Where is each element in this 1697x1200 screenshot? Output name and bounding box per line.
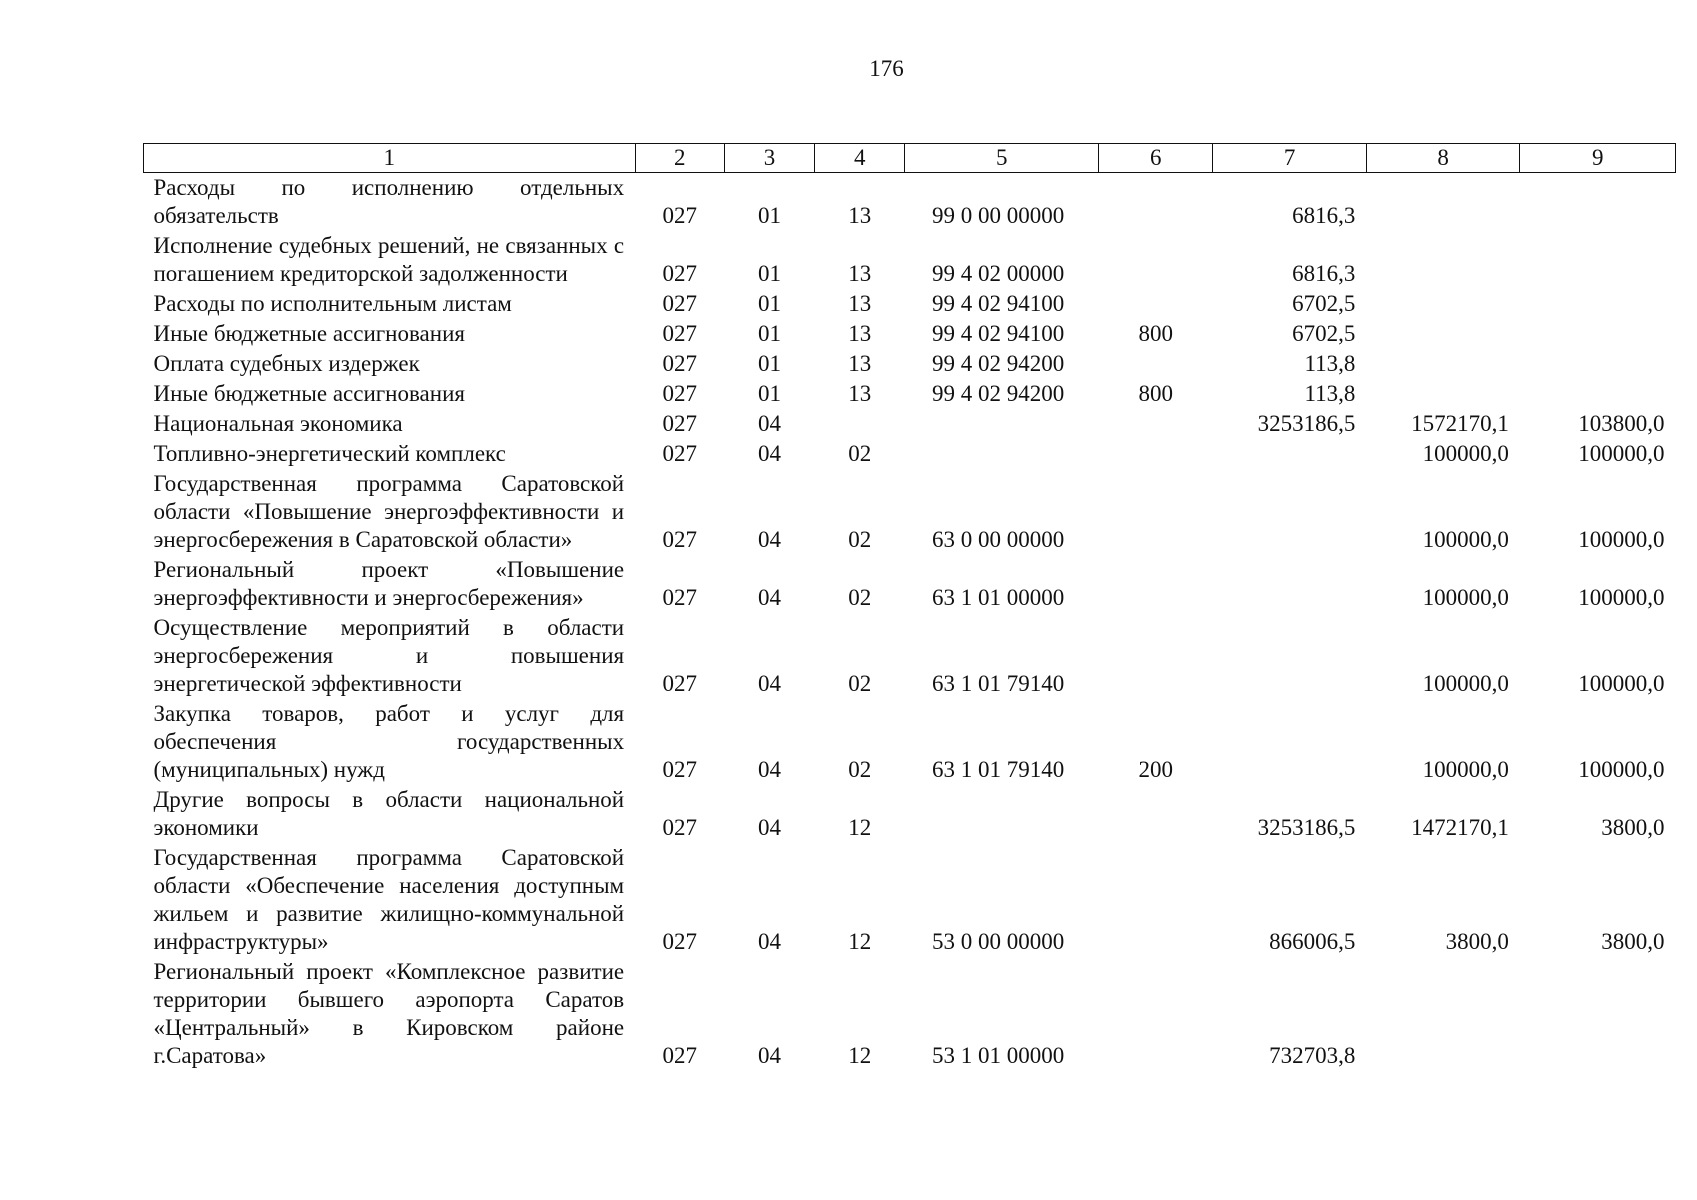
row-name: Исполнение судебных решений, не связанных с погашением кредиторской задолженности — [153, 233, 625, 286]
col4-value: 02 — [848, 441, 872, 466]
column-header-8: 8 — [1366, 144, 1520, 173]
col8-value — [1366, 957, 1520, 1071]
col8-value: 100000,0 — [1422, 527, 1509, 552]
col2-value: 027 — [662, 261, 697, 286]
col4-value: 02 — [848, 671, 872, 696]
col6-value — [1099, 785, 1213, 843]
col3-value: 01 — [758, 261, 782, 286]
col2-value: 027 — [662, 527, 697, 552]
row-name: Государственная программа Саратовской области «Обеспечение населения доступным жильем и развитие жилищно-коммунальной инфраструктуры» — [153, 845, 625, 954]
col4-value: 12 — [848, 815, 872, 840]
col8-value — [1366, 289, 1520, 319]
col3-value: 04 — [758, 411, 782, 436]
col3-value: 04 — [758, 1043, 782, 1068]
table-row — [144, 957, 1676, 1071]
row-name: Иные бюджетные ассигнования — [153, 321, 465, 346]
col7-value: 6816,3 — [1292, 261, 1356, 286]
table-row — [144, 231, 1676, 289]
row-name: Оплата судебных издержек — [153, 351, 420, 376]
table-row — [144, 843, 1676, 957]
row-name: Государственная программа Саратовской области «Повышение энергоэффективности и энергосбережения в Саратовской области» — [153, 471, 625, 552]
col6-value — [1099, 957, 1213, 1071]
table-row — [144, 699, 1676, 785]
col8-value: 1572170,1 — [1411, 411, 1509, 436]
table-row — [144, 439, 1676, 469]
table-row — [144, 785, 1676, 843]
col8-value: 1472170,1 — [1411, 815, 1509, 840]
col8-value: 100000,0 — [1422, 757, 1509, 782]
col6-value — [1099, 843, 1213, 957]
col2-value: 027 — [662, 585, 697, 610]
row-name: Расходы по исполнению отдельных обязательств — [153, 175, 625, 228]
col7-value: 3253186,5 — [1257, 815, 1356, 840]
col7-value: 113,8 — [1304, 351, 1356, 376]
col9-value — [1520, 319, 1676, 349]
col5-value: 99 4 02 94200 — [931, 381, 1065, 406]
col3-value: 04 — [758, 671, 782, 696]
col2-value: 027 — [662, 671, 697, 696]
column-header-2: 2 — [635, 144, 724, 173]
column-header-5: 5 — [905, 144, 1099, 173]
budget-table — [143, 143, 1676, 1071]
col2-value: 027 — [662, 321, 697, 346]
col9-value: 3800,0 — [1601, 929, 1665, 954]
col5-value: 53 0 00 00000 — [931, 929, 1065, 954]
col6-value — [1099, 231, 1213, 289]
col5-value: 63 0 00 00000 — [931, 527, 1065, 552]
col3-value: 04 — [758, 441, 782, 466]
col8-value: 100000,0 — [1422, 671, 1509, 696]
col7-value — [1213, 555, 1367, 613]
col4-value: 13 — [848, 261, 872, 286]
page-number: 176 — [869, 56, 904, 81]
col7-value: 113,8 — [1304, 381, 1356, 406]
col9-value: 100000,0 — [1578, 757, 1665, 782]
row-name: Другие вопросы в области национальной экономики — [153, 787, 625, 840]
col2-value: 027 — [662, 291, 697, 316]
row-name: Иные бюджетные ассигнования — [153, 381, 465, 406]
col7-value: 6702,5 — [1292, 291, 1356, 316]
col7-value: 732703,8 — [1269, 1043, 1356, 1068]
column-header-7: 7 — [1213, 144, 1367, 173]
col3-value: 04 — [758, 585, 782, 610]
col2-value: 027 — [662, 381, 697, 406]
col4-value — [815, 409, 905, 439]
col5-value — [905, 439, 1099, 469]
col9-value: 100000,0 — [1578, 441, 1665, 466]
row-name: Национальная экономика — [153, 411, 403, 436]
column-header-6: 6 — [1099, 144, 1213, 173]
col9-value: 100000,0 — [1578, 527, 1665, 552]
col9-value — [1520, 957, 1676, 1071]
col8-value — [1366, 231, 1520, 289]
col7-value — [1213, 439, 1367, 469]
col3-value: 04 — [758, 929, 782, 954]
col2-value: 027 — [662, 757, 697, 782]
col4-value: 02 — [848, 757, 872, 782]
col9-value — [1520, 349, 1676, 379]
col7-value: 3253186,5 — [1257, 411, 1356, 436]
col6-value — [1099, 349, 1213, 379]
col6-value: 800 — [1138, 321, 1173, 346]
col9-value — [1520, 173, 1676, 232]
header-row — [144, 144, 1676, 173]
column-header-9: 9 — [1520, 144, 1676, 173]
table-row — [144, 319, 1676, 349]
col7-value: 6816,3 — [1292, 203, 1356, 228]
col3-value: 01 — [758, 203, 782, 228]
col6-value — [1099, 173, 1213, 232]
col3-value: 04 — [758, 757, 782, 782]
col5-value: 99 4 02 00000 — [931, 261, 1065, 286]
row-name: Осуществление мероприятий в области энергосбережения и повышения энергетической эффективности — [153, 615, 625, 696]
col8-value: 3800,0 — [1445, 929, 1509, 954]
col5-value: 99 0 00 00000 — [931, 203, 1065, 228]
col7-value — [1213, 699, 1367, 785]
col8-value — [1366, 349, 1520, 379]
col4-value: 02 — [848, 527, 872, 552]
col2-value: 027 — [662, 929, 697, 954]
col2-value: 027 — [662, 441, 697, 466]
table-row — [144, 613, 1676, 699]
table-row — [144, 379, 1676, 409]
col3-value: 01 — [758, 381, 782, 406]
col6-value — [1099, 409, 1213, 439]
col9-value — [1520, 289, 1676, 319]
col8-value: 100000,0 — [1422, 585, 1509, 610]
col8-value — [1366, 173, 1520, 232]
col8-value — [1366, 379, 1520, 409]
col8-value: 100000,0 — [1422, 441, 1509, 466]
col4-value: 13 — [848, 203, 872, 228]
row-name: Региональный проект «Комплексное развитие территории бывшего аэропорта Саратов «Центральный» в Кировском районе г.Саратова» — [153, 959, 625, 1068]
col4-value: 12 — [848, 929, 872, 954]
col2-value: 027 — [662, 411, 697, 436]
col6-value — [1099, 555, 1213, 613]
col9-value: 103800,0 — [1578, 411, 1665, 436]
table-row — [144, 173, 1676, 232]
col7-value: 6702,5 — [1292, 321, 1356, 346]
col9-value: 3800,0 — [1601, 815, 1665, 840]
col6-value — [1099, 469, 1213, 555]
col7-value — [1213, 613, 1367, 699]
col5-value: 99 4 02 94100 — [931, 321, 1065, 346]
col6-value — [1099, 289, 1213, 319]
column-header-3: 3 — [724, 144, 814, 173]
table-row — [144, 289, 1676, 319]
column-header-1: 1 — [144, 144, 636, 173]
col9-value — [1520, 379, 1676, 409]
col6-value — [1099, 613, 1213, 699]
row-name: Закупка товаров, работ и услуг для обеспечения государственных (муниципальных) нужд — [153, 701, 625, 782]
row-name: Расходы по исполнительным листам — [153, 291, 512, 316]
col4-value: 13 — [848, 321, 872, 346]
table-body — [144, 173, 1676, 1072]
col5-value — [905, 409, 1099, 439]
col6-value: 800 — [1138, 381, 1173, 406]
col8-value — [1366, 319, 1520, 349]
col3-value: 01 — [758, 351, 782, 376]
col9-value: 100000,0 — [1578, 585, 1665, 610]
col2-value: 027 — [662, 351, 697, 376]
col4-value: 13 — [848, 291, 872, 316]
col4-value: 02 — [848, 585, 872, 610]
col4-value: 13 — [848, 351, 872, 376]
col4-value: 13 — [848, 381, 872, 406]
col3-value: 04 — [758, 527, 782, 552]
col7-value — [1213, 469, 1367, 555]
col2-value: 027 — [662, 1043, 697, 1068]
col5-value: 53 1 01 00000 — [931, 1043, 1065, 1068]
col5-value: 63 1 01 00000 — [931, 585, 1065, 610]
col6-value — [1099, 439, 1213, 469]
col9-value: 100000,0 — [1578, 671, 1665, 696]
col5-value: 63 1 01 79140 — [931, 757, 1065, 782]
row-name: Топливно-энергетический комплекс — [153, 441, 506, 466]
col3-value: 01 — [758, 321, 782, 346]
col4-value: 12 — [848, 1043, 872, 1068]
col2-value: 027 — [662, 203, 697, 228]
col2-value: 027 — [662, 815, 697, 840]
col5-value: 99 4 02 94200 — [931, 351, 1065, 376]
col9-value — [1520, 231, 1676, 289]
table-row — [144, 349, 1676, 379]
col5-value: 99 4 02 94100 — [931, 291, 1065, 316]
table-row — [144, 469, 1676, 555]
table-row — [144, 409, 1676, 439]
col7-value: 866006,5 — [1269, 929, 1356, 954]
col3-value: 04 — [758, 815, 782, 840]
col6-value: 200 — [1138, 757, 1173, 782]
table-row — [144, 555, 1676, 613]
row-name: Региональный проект «Повышение энергоэффективности и энергосбережения» — [153, 557, 625, 610]
col3-value: 01 — [758, 291, 782, 316]
col5-value — [905, 785, 1099, 843]
col5-value: 63 1 01 79140 — [931, 671, 1065, 696]
column-header-4: 4 — [815, 144, 905, 173]
